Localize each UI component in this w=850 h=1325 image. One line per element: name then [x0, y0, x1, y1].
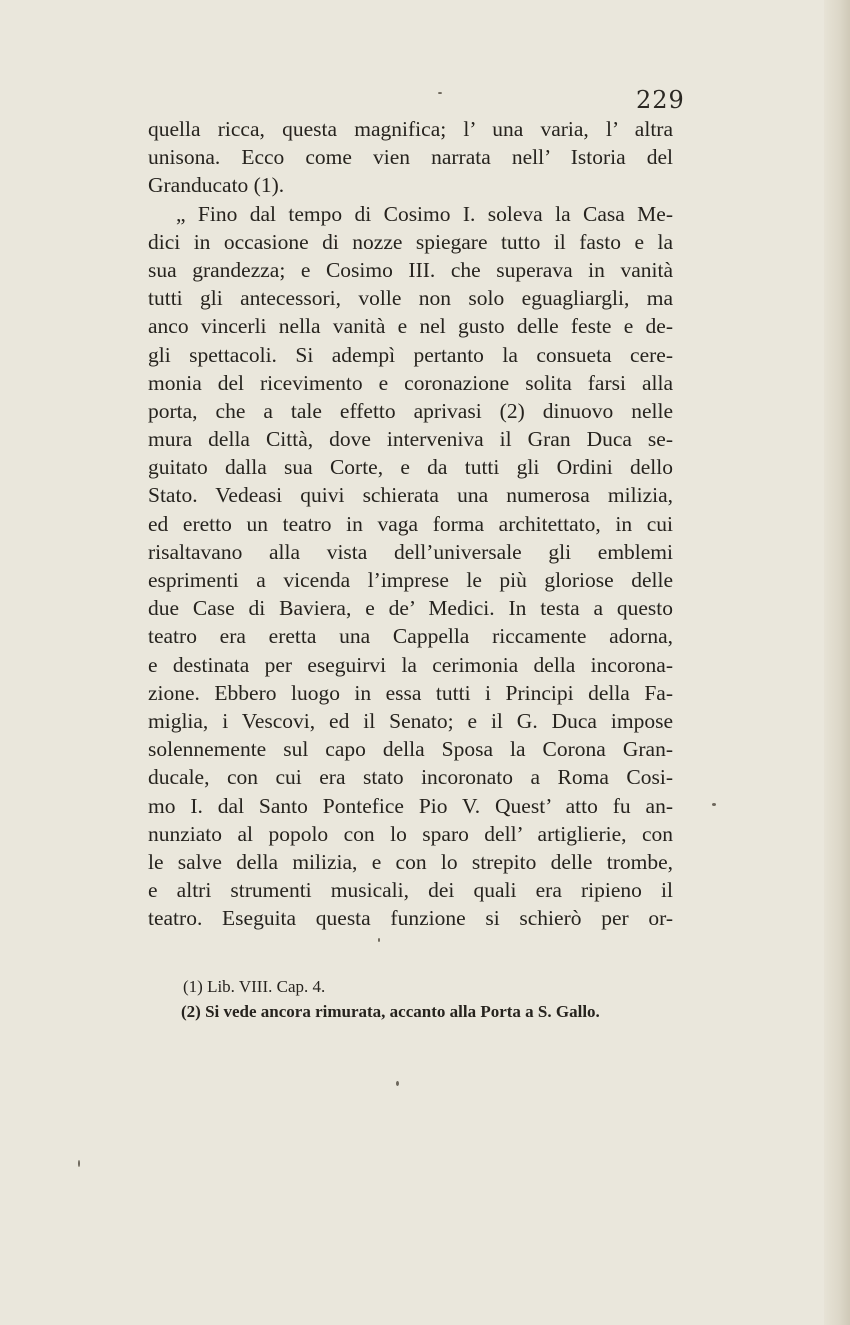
text-line: Granducato (1).	[148, 173, 285, 198]
text-line: mo I. dal Santo Pontefice Pio V. Quest’ atto fu an-	[148, 793, 673, 818]
text-line: unisona. Ecco come vien narrata nell’ Istoria del	[148, 145, 673, 170]
text-line: mura della Città, dove interveniva il Gran Duca se-	[148, 427, 673, 452]
text-line: Stato. Vedeasi quivi schierata una numerosa milizia,	[148, 483, 673, 508]
text-line: anco vincerli nella vanità e nel gusto delle feste e de-	[148, 314, 673, 339]
ink-speck	[712, 803, 716, 806]
text-line: ducale, con cui era stato incoronato a Roma Cosi-	[148, 765, 673, 790]
text-line: tutti gli antecessori, volle non solo eguagliargli, ma	[148, 286, 673, 311]
text-line: le salve della milizia, e con lo strepito delle trombe,	[148, 849, 673, 874]
footnote-2: (2) Si vede ancora rimurata, accanto alla Porta a S. Gallo.	[181, 1002, 600, 1021]
ink-speck	[78, 1160, 80, 1167]
text-line: „ Fino dal tempo di Cosimo I. soleva la Casa Me-	[176, 201, 673, 226]
text-line: e altri strumenti musicali, dei quali era ripieno il	[148, 878, 673, 903]
text-line: guitato dalla sua Corte, e da tutti gli Ordini dello	[148, 455, 673, 480]
text-line: e destinata per eseguirvi la cerimonia della incorona-	[148, 652, 673, 677]
text-line: esprimenti a vicenda l’imprese le più gloriose delle	[148, 568, 673, 592]
footnote-1: (1) Lib. VIII. Cap. 4.	[183, 977, 326, 996]
text-line: nunziato al popolo con lo sparo dell’ artiglierie, con	[148, 821, 673, 846]
page-number: 229	[636, 86, 685, 114]
text-line: monia del ricevimento e coronazione solita farsi alla	[148, 370, 673, 395]
ink-speck	[396, 1081, 399, 1086]
text-line: teatro. Eseguita questa funzione si schierò per or-	[148, 906, 673, 931]
ink-speck	[378, 938, 380, 942]
text-line: porta, che a tale effetto aprivasi (2) dinuovo nelle	[148, 398, 673, 423]
text-line: dici in occasione di nozze spiegare tutto il fasto e la	[148, 229, 673, 254]
text-line: risaltavano alla vista dell’universale gli emblemi	[148, 539, 673, 564]
text-line: ed eretto un teatro in vaga forma architettato, in cui	[148, 511, 673, 536]
text-line: quella ricca, questa magnifica; l’ una varia, l’ altra	[148, 117, 673, 141]
page-edge-shadow	[824, 0, 850, 1325]
ink-speck	[438, 92, 442, 94]
body-text	[148, 115, 673, 932]
footnotes	[183, 974, 683, 1024]
text-line: teatro era eretta una Cappella riccamente adorna,	[148, 624, 673, 649]
text-line: miglia, i Vescovi, ed il Senato; e il G. Duca impose	[148, 708, 673, 733]
text-line: solennemente sul capo della Sposa la Corona Gran-	[148, 737, 673, 762]
text-line: gli spettacoli. Si adempì pertanto la consueta cere-	[148, 342, 673, 367]
text-line: zione. Ebbero luogo in essa tutti i Principi della Fa-	[148, 680, 673, 705]
text-line: sua grandezza; e Cosimo III. che superava in vanità	[148, 257, 673, 282]
text-line: due Case di Baviera, e de’ Medici. In testa a questo	[148, 596, 673, 621]
